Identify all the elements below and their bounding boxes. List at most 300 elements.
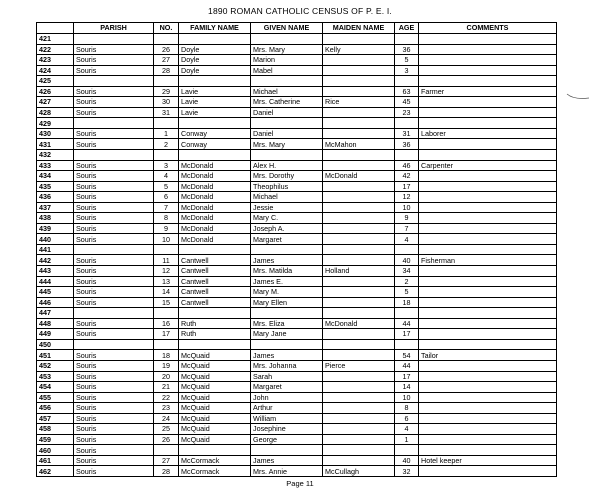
no-cell: 14 — [154, 287, 179, 298]
given-name-cell: Mary Jane — [251, 329, 323, 340]
table-row — [37, 318, 557, 329]
parish-cell: Souris — [74, 181, 154, 192]
given-name-cell: Sarah — [251, 371, 323, 382]
age-cell: 7 — [395, 223, 419, 234]
table-body — [37, 34, 557, 477]
row-number: 425 — [37, 76, 74, 87]
given-name-cell: Josephine — [251, 424, 323, 435]
parish-cell — [74, 76, 154, 87]
age-cell: 4 — [395, 424, 419, 435]
row-number: 431 — [37, 139, 74, 150]
no-cell: 24 — [154, 413, 179, 424]
given-name-cell: Margaret — [251, 382, 323, 393]
maiden-name-cell — [323, 371, 395, 382]
age-cell: 9 — [395, 213, 419, 224]
comments-cell — [419, 181, 557, 192]
parish-cell: Souris — [74, 139, 154, 150]
family-name-cell: McQuaid — [179, 371, 251, 382]
parish-cell: Souris — [74, 223, 154, 234]
comments-cell — [419, 118, 557, 129]
row-number: 436 — [37, 192, 74, 203]
age-cell: 12 — [395, 192, 419, 203]
row-number: 443 — [37, 266, 74, 277]
given-name-cell: Michael — [251, 86, 323, 97]
family-name-cell: McDonald — [179, 202, 251, 213]
family-name-cell: McQuaid — [179, 350, 251, 361]
comments-cell — [419, 434, 557, 445]
row-number: 423 — [37, 55, 74, 66]
family-name-cell: Cantwell — [179, 266, 251, 277]
parish-cell: Souris — [74, 287, 154, 298]
comments-cell — [419, 287, 557, 298]
table-row — [37, 76, 557, 87]
parish-cell: Souris — [74, 128, 154, 139]
comments-cell — [419, 34, 557, 45]
table-row — [37, 329, 557, 340]
comments-cell — [419, 297, 557, 308]
given-name-cell: Mabel — [251, 65, 323, 76]
comments-cell — [419, 44, 557, 55]
given-name-cell — [251, 244, 323, 255]
maiden-name-cell — [323, 181, 395, 192]
table-row — [37, 65, 557, 76]
comments-cell — [419, 139, 557, 150]
family-name-cell — [179, 244, 251, 255]
family-name-cell — [179, 34, 251, 45]
no-cell: 20 — [154, 371, 179, 382]
table-row — [37, 434, 557, 445]
maiden-name-cell — [323, 234, 395, 245]
no-cell — [154, 118, 179, 129]
age-cell — [395, 118, 419, 129]
family-name-cell: Ruth — [179, 329, 251, 340]
maiden-name-cell — [323, 392, 395, 403]
no-cell: 29 — [154, 86, 179, 97]
table-row — [37, 350, 557, 361]
family-name-cell: McCormack — [179, 466, 251, 477]
comments-cell — [419, 318, 557, 329]
page-title: 1890 ROMAN CATHOLIC CENSUS OF P. E. I. — [208, 6, 392, 16]
row-number: 453 — [37, 371, 74, 382]
no-cell: 9 — [154, 223, 179, 234]
family-name-cell: McDonald — [179, 181, 251, 192]
maiden-name-cell — [323, 403, 395, 414]
parish-cell — [74, 34, 154, 45]
maiden-name-cell — [323, 202, 395, 213]
comments-cell: Farmer — [419, 86, 557, 97]
comments-cell — [419, 339, 557, 350]
no-cell: 18 — [154, 350, 179, 361]
no-cell: 8 — [154, 213, 179, 224]
age-cell: 1 — [395, 434, 419, 445]
row-number: 447 — [37, 308, 74, 319]
table-row — [37, 118, 557, 129]
maiden-name-cell — [323, 308, 395, 319]
maiden-name-cell: Holland — [323, 266, 395, 277]
row-number: 434 — [37, 171, 74, 182]
parish-cell: Souris — [74, 455, 154, 466]
family-name-cell: McQuaid — [179, 392, 251, 403]
table-row — [37, 150, 557, 161]
age-cell: 44 — [395, 318, 419, 329]
parish-cell: Souris — [74, 266, 154, 277]
maiden-name-cell — [323, 455, 395, 466]
parish-cell — [74, 150, 154, 161]
comments-cell — [419, 424, 557, 435]
no-cell: 11 — [154, 255, 179, 266]
no-cell: 23 — [154, 403, 179, 414]
table-row — [37, 466, 557, 477]
no-cell: 30 — [154, 97, 179, 108]
table-row — [37, 339, 557, 350]
comments-cell — [419, 445, 557, 456]
table-row — [37, 276, 557, 287]
header-maiden-name: MAIDEN NAME — [323, 23, 395, 34]
maiden-name-cell — [323, 128, 395, 139]
table-row — [37, 34, 557, 45]
maiden-name-cell — [323, 350, 395, 361]
parish-cell: Souris — [74, 371, 154, 382]
comments-cell — [419, 308, 557, 319]
table-row — [37, 413, 557, 424]
table-header-row — [37, 23, 557, 34]
row-number: 450 — [37, 339, 74, 350]
no-cell: 22 — [154, 392, 179, 403]
table-row — [37, 297, 557, 308]
row-number: 446 — [37, 297, 74, 308]
table-row — [37, 266, 557, 277]
no-cell: 2 — [154, 139, 179, 150]
maiden-name-cell — [323, 329, 395, 340]
age-cell: 45 — [395, 97, 419, 108]
parish-cell: Souris — [74, 382, 154, 393]
family-name-cell — [179, 150, 251, 161]
table-row — [37, 244, 557, 255]
age-cell: 5 — [395, 287, 419, 298]
page-footer: Page 11 — [286, 479, 314, 488]
table-row — [37, 371, 557, 382]
given-name-cell: George — [251, 434, 323, 445]
maiden-name-cell — [323, 150, 395, 161]
no-cell: 31 — [154, 107, 179, 118]
given-name-cell: Mrs. Johanna — [251, 360, 323, 371]
table-row — [37, 308, 557, 319]
no-cell: 27 — [154, 55, 179, 66]
maiden-name-cell — [323, 118, 395, 129]
given-name-cell: Margaret — [251, 234, 323, 245]
comments-cell — [419, 97, 557, 108]
row-number: 454 — [37, 382, 74, 393]
comments-cell — [419, 192, 557, 203]
comments-cell: Carpenter — [419, 160, 557, 171]
maiden-name-cell: McCullagh — [323, 466, 395, 477]
parish-cell: Souris — [74, 466, 154, 477]
maiden-name-cell — [323, 297, 395, 308]
age-cell: 5 — [395, 55, 419, 66]
maiden-name-cell — [323, 287, 395, 298]
given-name-cell: Mrs. Catherine — [251, 97, 323, 108]
age-cell: 3 — [395, 65, 419, 76]
age-cell: 40 — [395, 255, 419, 266]
table-row — [37, 202, 557, 213]
given-name-cell — [251, 445, 323, 456]
header-comments: COMMENTS — [419, 23, 557, 34]
age-cell — [395, 150, 419, 161]
row-number: 461 — [37, 455, 74, 466]
no-cell — [154, 445, 179, 456]
row-number: 458 — [37, 424, 74, 435]
row-number: 427 — [37, 97, 74, 108]
row-number: 424 — [37, 65, 74, 76]
maiden-name-cell — [323, 65, 395, 76]
no-cell: 28 — [154, 466, 179, 477]
comments-cell — [419, 234, 557, 245]
no-cell: 3 — [154, 160, 179, 171]
given-name-cell — [251, 150, 323, 161]
maiden-name-cell — [323, 244, 395, 255]
given-name-cell: William — [251, 413, 323, 424]
no-cell: 28 — [154, 65, 179, 76]
maiden-name-cell: McDonald — [323, 171, 395, 182]
family-name-cell: Conway — [179, 128, 251, 139]
header-row-number — [37, 23, 74, 34]
comments-cell — [419, 403, 557, 414]
age-cell: 34 — [395, 266, 419, 277]
given-name-cell: Daniel — [251, 107, 323, 118]
table-row — [37, 223, 557, 234]
no-cell: 19 — [154, 360, 179, 371]
parish-cell: Souris — [74, 171, 154, 182]
family-name-cell: McDonald — [179, 213, 251, 224]
parish-cell: Souris — [74, 350, 154, 361]
parish-cell: Souris — [74, 44, 154, 55]
family-name-cell: Cantwell — [179, 255, 251, 266]
comments-cell — [419, 382, 557, 393]
maiden-name-cell — [323, 339, 395, 350]
row-number: 455 — [37, 392, 74, 403]
header-no: NO. — [154, 23, 179, 34]
maiden-name-cell: Pierce — [323, 360, 395, 371]
given-name-cell: Mrs. Matilda — [251, 266, 323, 277]
census-table — [36, 22, 557, 477]
no-cell: 6 — [154, 192, 179, 203]
maiden-name-cell — [323, 445, 395, 456]
given-name-cell: Mrs. Mary — [251, 44, 323, 55]
table-row — [37, 139, 557, 150]
row-number: 422 — [37, 44, 74, 55]
comments-cell — [419, 371, 557, 382]
table-row — [37, 360, 557, 371]
age-cell: 63 — [395, 86, 419, 97]
family-name-cell — [179, 308, 251, 319]
no-cell — [154, 34, 179, 45]
age-cell: 42 — [395, 171, 419, 182]
age-cell: 54 — [395, 350, 419, 361]
row-number: 440 — [37, 234, 74, 245]
comments-cell — [419, 329, 557, 340]
header-age: AGE — [395, 23, 419, 34]
table-row — [37, 455, 557, 466]
parish-cell: Souris — [74, 107, 154, 118]
no-cell: 10 — [154, 234, 179, 245]
row-number: 445 — [37, 287, 74, 298]
family-name-cell: Cantwell — [179, 297, 251, 308]
row-number: 459 — [37, 434, 74, 445]
parish-cell: Souris — [74, 202, 154, 213]
maiden-name-cell — [323, 55, 395, 66]
given-name-cell: James — [251, 350, 323, 361]
table-row — [37, 107, 557, 118]
no-cell: 26 — [154, 44, 179, 55]
parish-cell: Souris — [74, 65, 154, 76]
given-name-cell: Theophilus — [251, 181, 323, 192]
table-row — [37, 392, 557, 403]
maiden-name-cell — [323, 192, 395, 203]
table-row — [37, 382, 557, 393]
given-name-cell: Mary Ellen — [251, 297, 323, 308]
maiden-name-cell: Kelly — [323, 44, 395, 55]
given-name-cell: Mrs. Dorothy — [251, 171, 323, 182]
header-family-name: FAMILY NAME — [179, 23, 251, 34]
parish-cell: Souris — [74, 424, 154, 435]
parish-cell — [74, 118, 154, 129]
no-cell: 7 — [154, 202, 179, 213]
family-name-cell — [179, 339, 251, 350]
comments-cell — [419, 150, 557, 161]
age-cell — [395, 76, 419, 87]
parish-cell: Souris — [74, 255, 154, 266]
row-number: 444 — [37, 276, 74, 287]
table-row — [37, 97, 557, 108]
family-name-cell: McQuaid — [179, 382, 251, 393]
age-cell: 23 — [395, 107, 419, 118]
no-cell — [154, 339, 179, 350]
no-cell — [154, 244, 179, 255]
table-row — [37, 160, 557, 171]
no-cell — [154, 150, 179, 161]
row-number: 429 — [37, 118, 74, 129]
given-name-cell — [251, 118, 323, 129]
given-name-cell: Joseph A. — [251, 223, 323, 234]
given-name-cell: Mrs. Annie — [251, 466, 323, 477]
family-name-cell: McDonald — [179, 223, 251, 234]
parish-cell — [74, 244, 154, 255]
age-cell: 2 — [395, 276, 419, 287]
given-name-cell — [251, 76, 323, 87]
comments-cell: Fisherman — [419, 255, 557, 266]
comments-cell — [419, 466, 557, 477]
parish-cell: Souris — [74, 97, 154, 108]
comments-cell — [419, 266, 557, 277]
maiden-name-cell — [323, 434, 395, 445]
family-name-cell: Doyle — [179, 44, 251, 55]
parish-cell: Souris — [74, 213, 154, 224]
age-cell: 17 — [395, 181, 419, 192]
family-name-cell — [179, 445, 251, 456]
comments-cell — [419, 171, 557, 182]
given-name-cell: John — [251, 392, 323, 403]
table-row — [37, 287, 557, 298]
age-cell: 31 — [395, 128, 419, 139]
row-number: 439 — [37, 223, 74, 234]
given-name-cell: James — [251, 455, 323, 466]
maiden-name-cell: McMahon — [323, 139, 395, 150]
family-name-cell: McCormack — [179, 455, 251, 466]
family-name-cell: McDonald — [179, 192, 251, 203]
parish-cell: Souris — [74, 434, 154, 445]
maiden-name-cell — [323, 213, 395, 224]
family-name-cell: McQuaid — [179, 360, 251, 371]
no-cell: 5 — [154, 181, 179, 192]
given-name-cell: Arthur — [251, 403, 323, 414]
parish-cell: Souris — [74, 360, 154, 371]
family-name-cell: McDonald — [179, 160, 251, 171]
row-number: 433 — [37, 160, 74, 171]
table-row — [37, 234, 557, 245]
age-cell — [395, 308, 419, 319]
given-name-cell: Marion — [251, 55, 323, 66]
comments-cell — [419, 244, 557, 255]
row-number: 437 — [37, 202, 74, 213]
table-row — [37, 445, 557, 456]
row-number: 452 — [37, 360, 74, 371]
header-given-name: GIVEN NAME — [251, 23, 323, 34]
row-number: 426 — [37, 86, 74, 97]
parish-cell — [74, 308, 154, 319]
comments-cell — [419, 65, 557, 76]
given-name-cell: Michael — [251, 192, 323, 203]
age-cell: 36 — [395, 139, 419, 150]
age-cell: 6 — [395, 413, 419, 424]
family-name-cell: Lavie — [179, 107, 251, 118]
table-row — [37, 181, 557, 192]
parish-cell: Souris — [74, 318, 154, 329]
given-name-cell: James — [251, 255, 323, 266]
table-row — [37, 171, 557, 182]
given-name-cell — [251, 339, 323, 350]
parish-cell: Souris — [74, 55, 154, 66]
age-cell: 4 — [395, 234, 419, 245]
comments-cell — [419, 76, 557, 87]
table-row — [37, 128, 557, 139]
row-number: 462 — [37, 466, 74, 477]
comments-cell — [419, 223, 557, 234]
age-cell: 17 — [395, 371, 419, 382]
family-name-cell: McQuaid — [179, 403, 251, 414]
family-name-cell: Conway — [179, 139, 251, 150]
row-number: 438 — [37, 213, 74, 224]
parish-cell: Souris — [74, 234, 154, 245]
table-row — [37, 424, 557, 435]
no-cell: 13 — [154, 276, 179, 287]
maiden-name-cell — [323, 424, 395, 435]
no-cell: 12 — [154, 266, 179, 277]
age-cell: 10 — [395, 392, 419, 403]
age-cell: 18 — [395, 297, 419, 308]
maiden-name-cell — [323, 107, 395, 118]
maiden-name-cell — [323, 255, 395, 266]
family-name-cell: McDonald — [179, 171, 251, 182]
maiden-name-cell — [323, 76, 395, 87]
parish-cell: Souris — [74, 329, 154, 340]
parish-cell: Souris — [74, 403, 154, 414]
row-number: 451 — [37, 350, 74, 361]
maiden-name-cell — [323, 86, 395, 97]
age-cell — [395, 34, 419, 45]
no-cell — [154, 308, 179, 319]
margin-pen-mark — [566, 93, 590, 101]
no-cell: 1 — [154, 128, 179, 139]
